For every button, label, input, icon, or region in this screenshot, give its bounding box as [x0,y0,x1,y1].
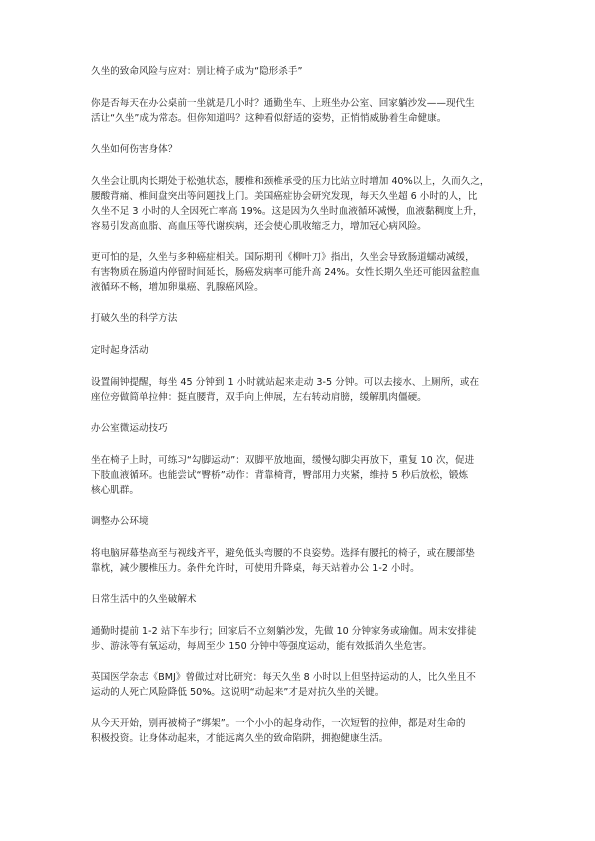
paragraph-line: 久坐不足 3 小时的人全因死亡率高 19%。这是因为久坐时血液循环减慢，血液黏稠度上升， [91,206,483,217]
paragraph-line: 容易引发高血脂、高血压等代谢疾病，还会使心肌收缩乏力，增加冠心病风险。 [91,221,427,232]
paragraph-line: 积极投资。让身体动起来，才能远离久坐的致命陷阱，拥抱健康生活。 [91,733,389,744]
section-heading: 调整办公环境 [91,516,149,527]
paragraph-line: 下肢血液循环。也能尝试“臀桥”动作：背靠椅背，臀部用力夹紧，维持 5 秒后放松，锻炼 [91,470,469,481]
paragraph-line: 活让“久坐”成为常态。但你知道吗？这种看似舒适的姿势，正悄悄威胁着生命健康。 [91,113,447,124]
document-title: 久坐的致命风险与应对：别让椅子成为“隐形杀手” [91,66,303,77]
paragraph [91,250,506,295]
paragraph-line: 通勤时提前 1-2 站下车步行；回家后不立刻躺沙发，先做 10 分钟家务或瑜伽。周末安排徒 [91,626,477,637]
paragraph-line: 从今天开始，别再被椅子“绑架”。一个小小的起身动作，一次短暂的拉伸，都是对生命的 [91,718,466,729]
paragraph [91,453,506,498]
paragraph-line: 靠枕，减少腰椎压力。条件允许时，可使用升降桌，每天站着办公 1-2 小时。 [91,563,420,574]
document-body [91,64,506,762]
section-heading: 打破久坐的科学方法 [91,313,178,324]
paragraph [91,96,506,126]
paragraph [91,174,506,234]
section-heading: 久坐如何伤害身体？ [91,144,178,155]
paragraph-line: 液循环不畅，增加卵巢癌、乳腺癌风险。 [91,282,264,293]
paragraph-line: 将电脑屏幕垫高至与视线齐平，避免低头弯腰的不良姿势。选择有腰托的椅子，或在腰部垫 [91,548,475,559]
paragraph [91,546,506,576]
paragraph-line: 坐在椅子上时，可练习“勾脚运动”：双脚平放地面，缓慢勾脚尖再放下，重复 10 次，促进 [91,455,475,466]
paragraph-line: 核心肌群。 [91,485,139,496]
paragraph [91,670,506,700]
paragraph-line: 运动的人死亡风险降低 50%。这说明“动起来”才是对抗久坐的关键。 [91,687,385,698]
paragraph-line: 你是否每天在办公桌前一坐就是几小时？通勤坐车、上班坐办公室、回家躺沙发——现代生 [91,98,475,109]
paragraph-line: 腰酸背痛、椎间盘突出等问题找上门。美国癌症协会研究发现，每天久坐超 6 小时的人，比 [91,191,478,202]
paragraph-line: 更可怕的是，久坐与多种癌症相关。国际期刊《柳叶刀》指出，久坐会导致肠道蠕动减缓， [91,252,475,263]
paragraph [91,624,506,654]
paragraph-line: 有害物质在肠道内停留时间延长，肠癌发病率可能升高 24%。女性长期久坐还可能因盆腔血 [91,267,480,278]
section-heading: 日常生活中的久坐破解术 [91,594,197,605]
paragraph-line: 座位旁做简单拉伸：挺直腰背，双手向上伸展，左右转动肩膀，缓解肌肉僵硬。 [91,392,427,403]
paragraph-line: 英国医学杂志《BMJ》曾做过对比研究：每天久坐 8 小时以上但坚持运动的人，比久坐且不 [91,672,476,683]
paragraph [91,375,506,405]
paragraph-line: 步、游泳等有氧运动，每周至少 150 分钟中等强度运动，能有效抵消久坐危害。 [91,641,433,652]
paragraph-line: 设置闹钟提醒，每坐 45 分钟到 1 小时就站起来走动 3-5 分钟。可以去接水、上厕所，或在 [91,377,480,388]
section-heading: 定时起身活动 [91,345,149,356]
paragraph-line: 久坐会让肌肉长期处于松弛状态，腰椎和颈椎承受的压力比站立时增加 40%以上，久而久之， [91,176,490,187]
section-heading: 办公室微运动技巧 [91,423,168,434]
document-content [91,96,506,746]
paragraph [91,716,506,746]
